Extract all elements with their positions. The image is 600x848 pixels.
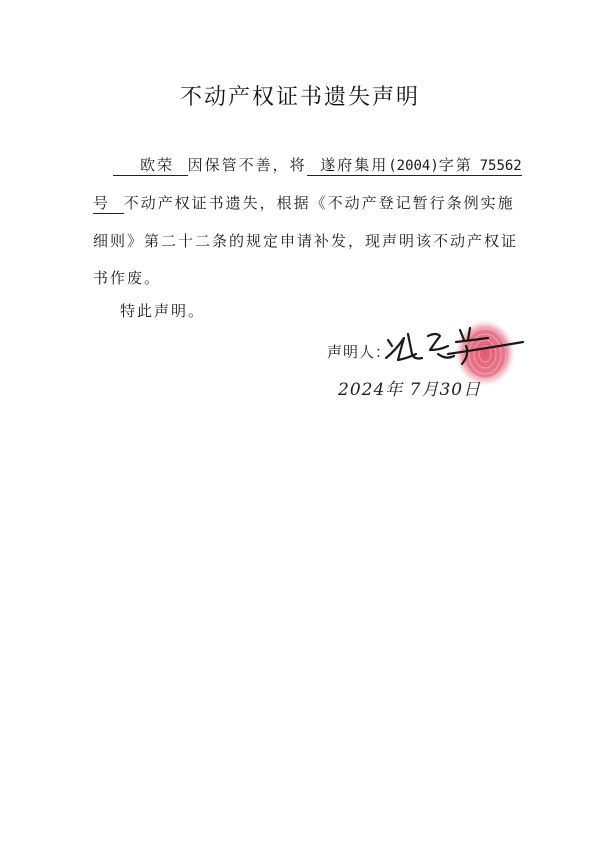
statement-line-2	[93, 192, 515, 213]
statement-line-4: 书作废。	[93, 269, 162, 287]
cert-number: 75562	[479, 158, 522, 174]
cert-mid: 字第	[438, 156, 473, 174]
statement-line-1	[113, 154, 522, 175]
cert-year: (2004)	[388, 158, 439, 174]
name-fill-in	[113, 156, 188, 176]
hao-text: 号	[93, 194, 111, 212]
certificate-number-fill-in	[307, 156, 522, 176]
closing-statement: 特此声明。	[120, 302, 206, 320]
statement-text: 因保管不善，将	[187, 156, 307, 174]
handwritten-date: 2024年 7月30日	[338, 380, 482, 400]
hao-fill-in	[93, 194, 124, 214]
declarant-label: 声明人：	[327, 343, 392, 361]
owner-name: 欧荣	[140, 156, 175, 174]
statement-text: 不动产权证书遗失，根据《不动产登记暂行条例实施	[123, 194, 515, 212]
cert-prefix: 遂府集用	[320, 156, 389, 174]
handwritten-signature	[378, 320, 528, 370]
document-title: 不动产权证书遗失声明	[179, 85, 420, 110]
statement-line-3: 细则》第二十二条的规定申请补发，现声明该不动产权证	[93, 232, 519, 250]
